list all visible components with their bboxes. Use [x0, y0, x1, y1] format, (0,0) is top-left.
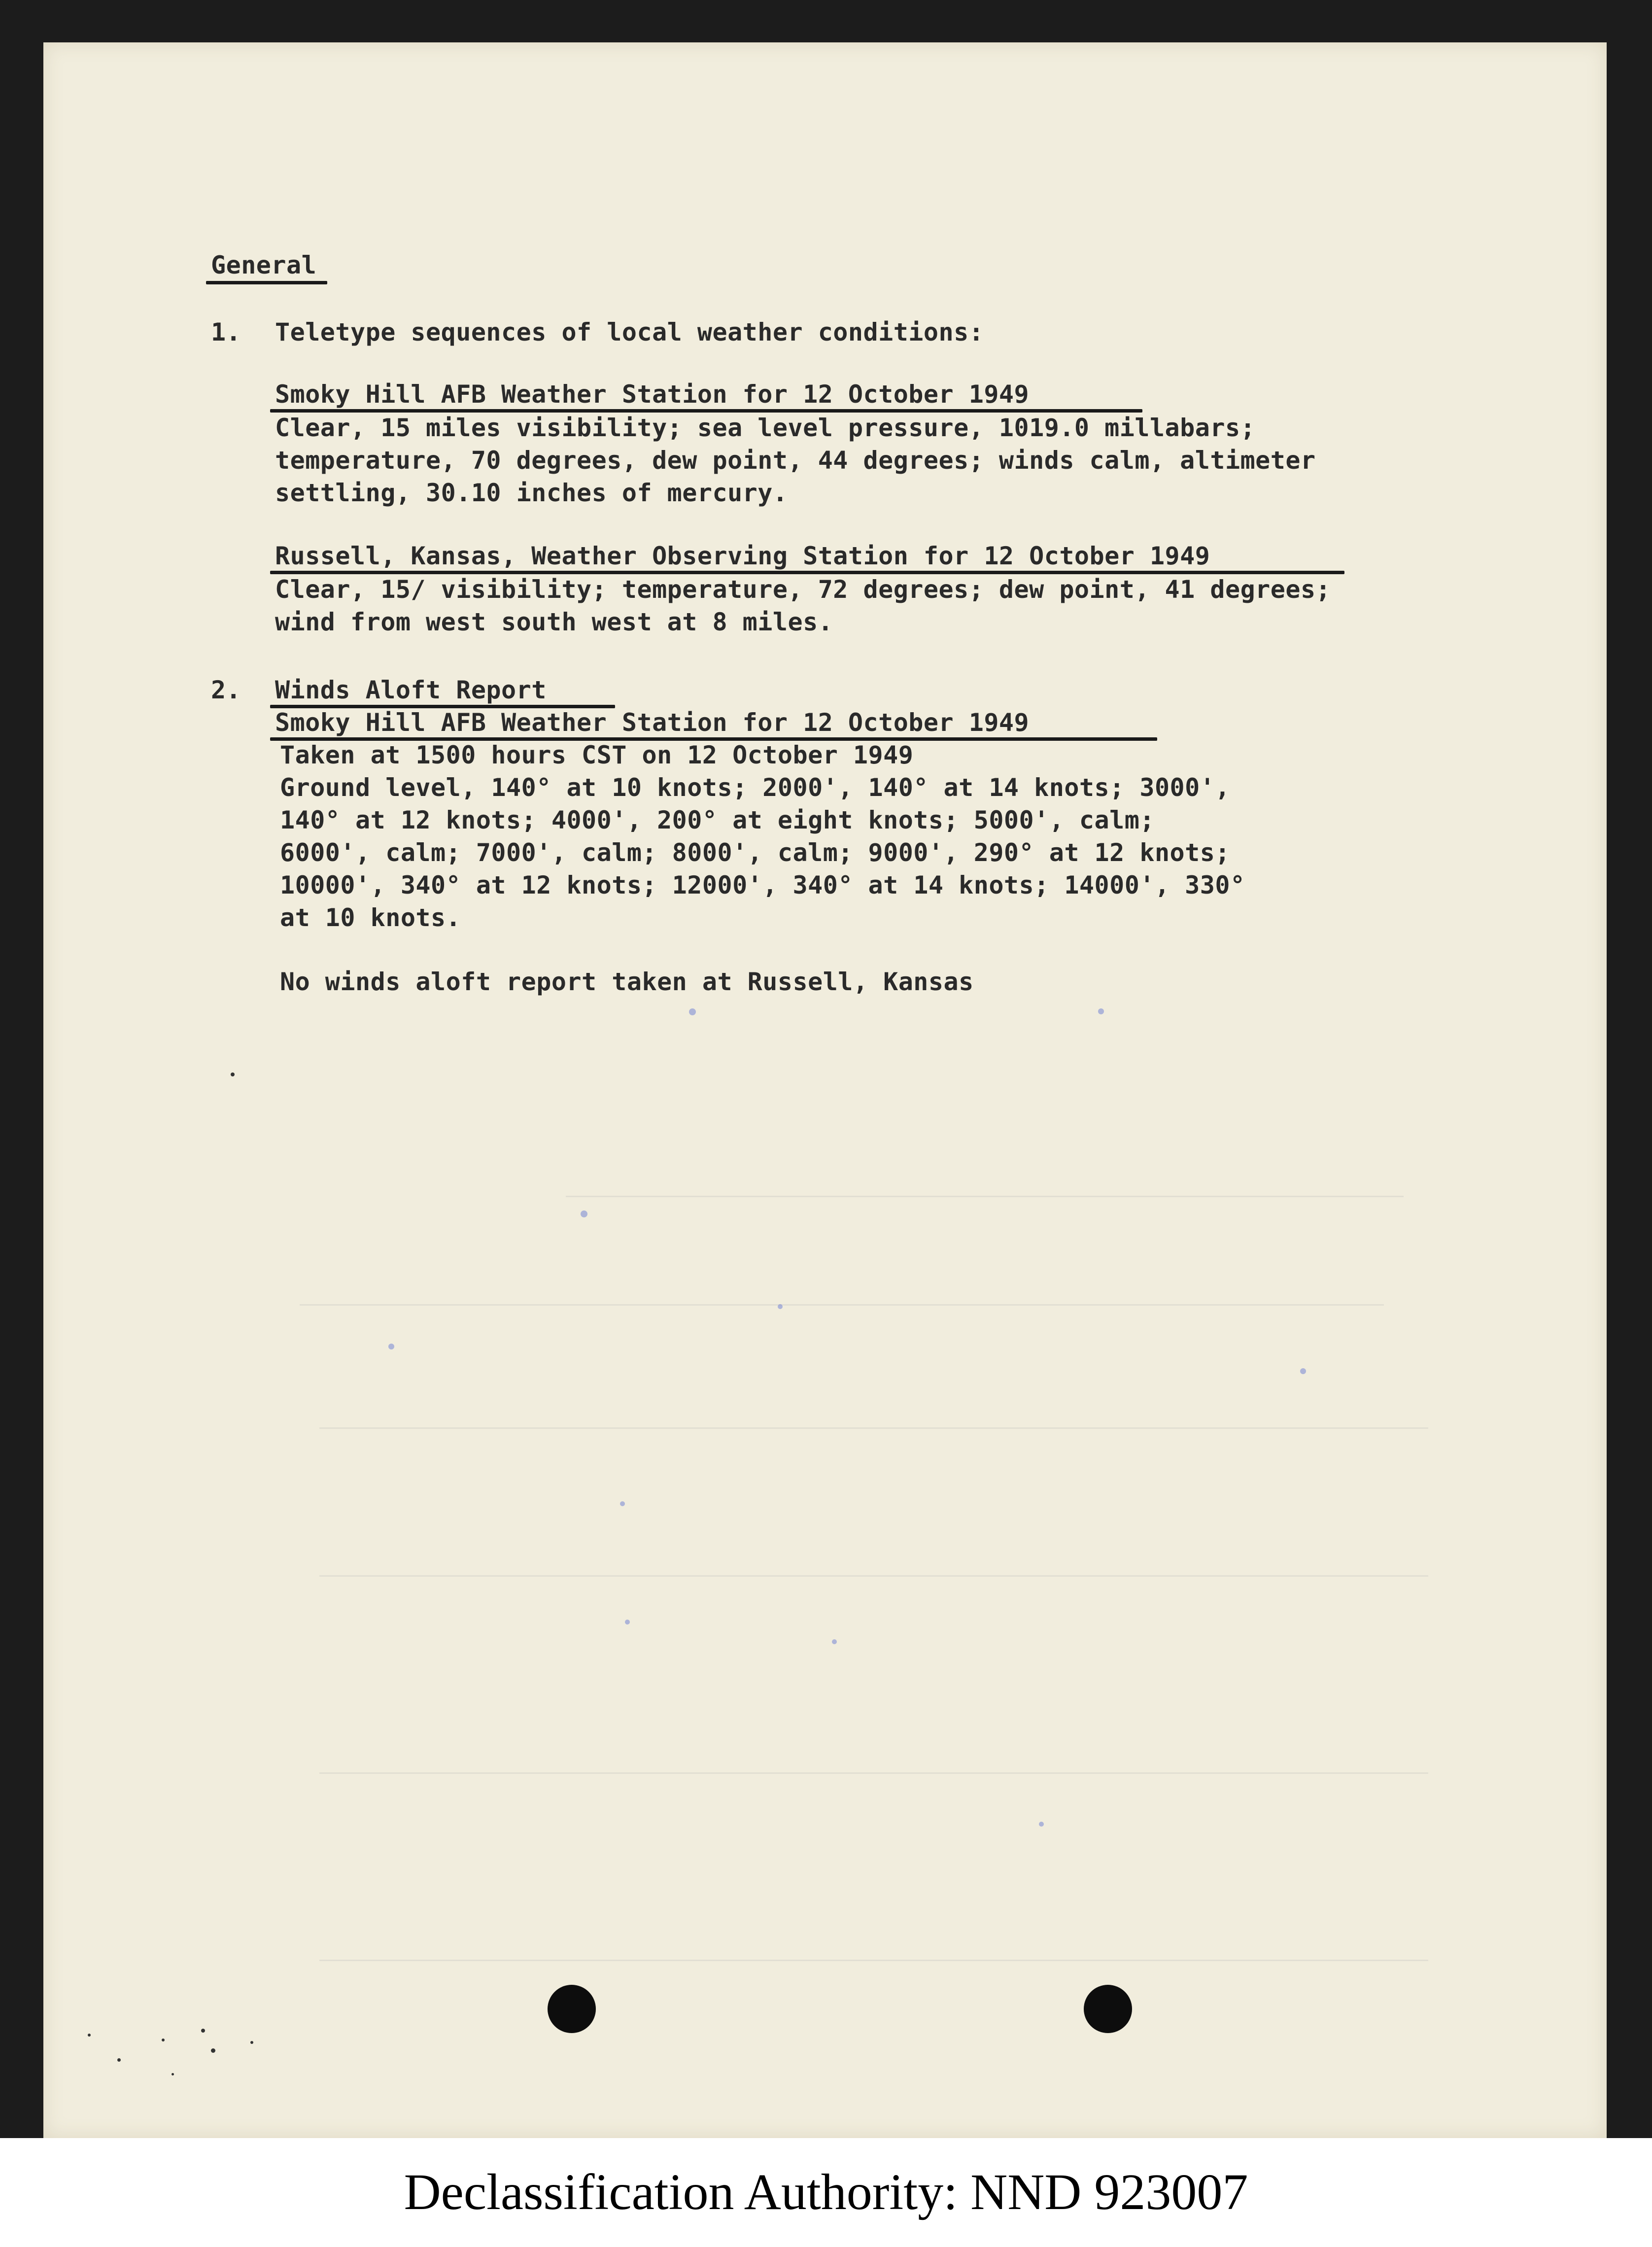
ink-speck [1039, 1822, 1044, 1827]
item-1-title: Teletype sequences of local weather conditions: [275, 318, 984, 346]
bleed-through-mark [319, 1960, 1428, 1961]
section-heading: General [211, 251, 317, 279]
ink-speck [778, 1304, 783, 1309]
bleed-through-mark [319, 1772, 1428, 1774]
item-2-subtitle: Smoky Hill AFB Weather Station for 12 October 1949 [275, 708, 1030, 737]
ink-speck [201, 2029, 205, 2033]
station-a-line-2: temperature, 70 degrees, dew point, 44 degrees; winds calm, altimeter [275, 446, 1316, 475]
winds-line-3: 140° at 12 knots; 4000', 200° at eight knots; 5000', calm; [280, 806, 1155, 834]
ink-speck [88, 2034, 91, 2037]
station-b-line-2: wind from west south west at 8 miles. [275, 608, 833, 636]
station-a-line-3: settling, 30.10 inches of mercury. [275, 479, 788, 507]
bleed-through-mark [319, 1427, 1428, 1429]
winds-line-4: 6000', calm; 7000', calm; 8000', calm; 9000', 290° at 12 knots; [280, 838, 1230, 867]
station-b-title: Russell, Kansas, Weather Observing Station for 12 October 1949 [275, 542, 1210, 570]
ink-speck [231, 1072, 235, 1076]
bleed-through-mark [300, 1304, 1384, 1306]
station-b-line-1: Clear, 15/ visibility; temperature, 72 degrees; dew point, 41 degrees; [275, 575, 1331, 604]
ink-speck [832, 1639, 837, 1644]
winds-line-1: Taken at 1500 hours CST on 12 October 1949 [280, 741, 914, 769]
winds-note: No winds aloft report taken at Russell, Kansas [280, 968, 974, 996]
ink-speck [689, 1008, 696, 1015]
punch-hole-right [1084, 1985, 1132, 2033]
ink-speck [162, 2039, 165, 2041]
station-a-line-1: Clear, 15 miles visibility; sea level pressure, 1019.0 millabars; [275, 414, 1256, 442]
bleed-through-mark [566, 1196, 1404, 1197]
winds-line-6: at 10 knots. [280, 903, 461, 932]
item-2-number: 2. [211, 676, 241, 704]
ink-speck [1098, 1008, 1104, 1014]
ink-speck [1300, 1368, 1306, 1374]
winds-line-5: 10000', 340° at 12 knots; 12000', 340° at 14 knots; 14000', 330° [280, 871, 1245, 899]
bleed-through-mark [319, 1575, 1428, 1577]
punch-hole-left [548, 1985, 596, 2033]
document-page [43, 42, 1607, 2138]
footer [0, 2138, 1652, 2247]
ink-speck [388, 1344, 394, 1349]
ink-speck [172, 2073, 174, 2075]
declassification-authority: Declassification Authority: NND 923007 [404, 2164, 1248, 2220]
station-a-title: Smoky Hill AFB Weather Station for 12 October 1949 [275, 380, 1030, 409]
section-heading-underline [206, 281, 327, 284]
item-2-title: Winds Aloft Report [275, 676, 547, 704]
winds-line-2: Ground level, 140° at 10 knots; 2000', 140° at 14 knots; 3000', [280, 773, 1230, 802]
ink-speck [250, 2041, 253, 2044]
ink-speck [117, 2058, 121, 2062]
ink-speck [625, 1620, 630, 1625]
ink-speck [620, 1501, 625, 1506]
item-1-number: 1. [211, 318, 241, 346]
ink-speck [211, 2048, 215, 2053]
ink-speck [581, 1210, 587, 1217]
